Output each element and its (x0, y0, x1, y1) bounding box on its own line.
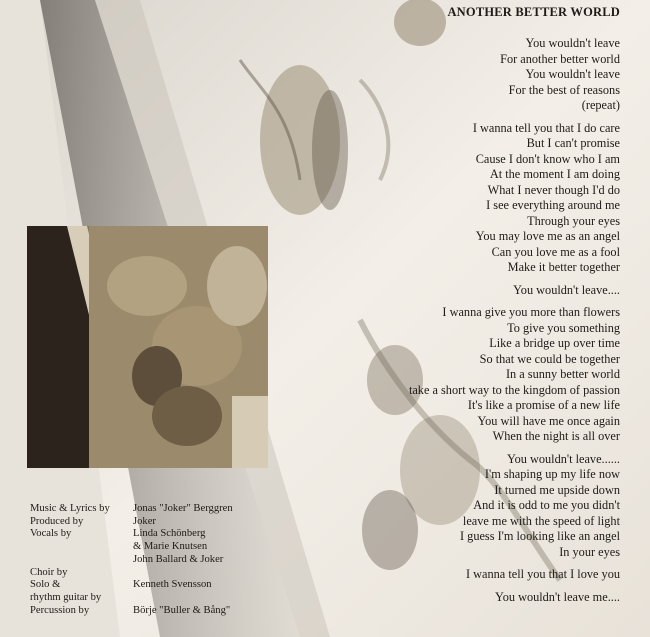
lyric-line: You wouldn't leave (525, 36, 620, 50)
credit-role: Vocals by (30, 528, 72, 540)
lyric-line: To give you something (507, 320, 620, 335)
credit-names (133, 567, 233, 580)
credit-row (30, 516, 233, 529)
inset-photo (27, 226, 268, 468)
lyric-line: I'm shaping up my life now (484, 467, 620, 481)
credit-role: Solo & (30, 579, 61, 591)
lyric-line: You may love me as an angel (475, 229, 620, 243)
credit-row (30, 554, 233, 567)
credit-names: Joker (133, 515, 156, 527)
lyric-line: Can you love me as a fool (491, 244, 620, 259)
credit-row (30, 579, 233, 592)
lyric-line: It's like a promise of a new life (467, 398, 620, 412)
lyric-line: (repeat) (581, 98, 620, 112)
lyric-line: I see everything around me (486, 198, 620, 212)
lyric-line: Make it better together (507, 260, 620, 274)
credit-row (30, 528, 233, 541)
lyric-line: Cause I don't know who I am (475, 151, 620, 166)
lyric-line: I guess I'm looking like an angel (460, 529, 620, 543)
credit-role: rhythm guitar by (30, 591, 102, 603)
lyric-line: Through your eyes (527, 213, 620, 228)
credit-names: Linda Schönberg (133, 528, 206, 540)
lyric-line: For the best of reasons (508, 82, 620, 97)
lyric-line: leave me with the speed of light (462, 513, 620, 528)
lyric-line: You wouldn't leave me.... (495, 589, 620, 604)
song-title: ANOTHER BETTER WORLD (447, 5, 620, 19)
credit-row (30, 541, 233, 554)
lyric-line: What I never though I'd do (487, 182, 620, 197)
stanza-5 (290, 452, 620, 561)
stanza-1 (290, 36, 620, 114)
credit-names: John Ballard & Joker (133, 553, 224, 565)
credit-names: & Marie Knutsen (133, 541, 208, 553)
stanza-2 (290, 121, 620, 276)
credit-names: Börje "Buller & Bång" (133, 604, 231, 616)
lyric-line: take a short way to the kingdom of passion (408, 382, 620, 397)
stanza-6 (290, 567, 620, 583)
credits-table (30, 503, 233, 617)
lyric-line: And it is odd to me you didn't (473, 498, 620, 512)
credit-role: Choir by (30, 566, 68, 578)
stanza-4 (290, 305, 620, 445)
stanza-7 (290, 590, 620, 606)
credit-row (30, 567, 233, 580)
credit-role: Percussion by (30, 604, 90, 616)
lyric-line: So that we could be together (479, 351, 620, 366)
credit-role (30, 541, 133, 554)
credit-row (30, 605, 233, 618)
lyric-line: I wanna tell you that I love you (465, 567, 620, 581)
lyric-line: At the moment I am doing (489, 167, 620, 181)
lyric-line: You wouldn't leave...... (506, 451, 620, 466)
credit-role: Music & Lyrics by (30, 503, 110, 514)
stanza-3 (290, 283, 620, 299)
lyric-line: In a sunny better world (505, 367, 620, 381)
lyric-line: You will have me once again (477, 413, 620, 428)
lyric-line: It turned me upside down (494, 482, 620, 497)
lyric-line: I wanna give you more than flowers (442, 305, 620, 319)
lyric-line: You wouldn't leave.... (513, 282, 620, 297)
lyric-line: Like a bridge up over time (489, 336, 620, 350)
credit-row (30, 503, 233, 516)
credit-names: Kenneth Svensson (133, 579, 212, 591)
credit-names (133, 592, 233, 605)
lyric-line: You wouldn't leave (525, 67, 620, 81)
credit-role: Produced by (30, 515, 84, 527)
lyric-line: When the night is all over (492, 429, 620, 443)
credit-names: Jonas "Joker" Berggren (133, 503, 233, 514)
lyric-line: In your eyes (559, 544, 620, 559)
lyric-line: I wanna tell you that I do care (472, 120, 620, 135)
credit-row (30, 592, 233, 605)
lyric-line: For another better world (500, 51, 620, 66)
lyric-line: But I can't promise (526, 136, 620, 150)
credit-role (30, 554, 133, 567)
lyrics (290, 36, 620, 612)
